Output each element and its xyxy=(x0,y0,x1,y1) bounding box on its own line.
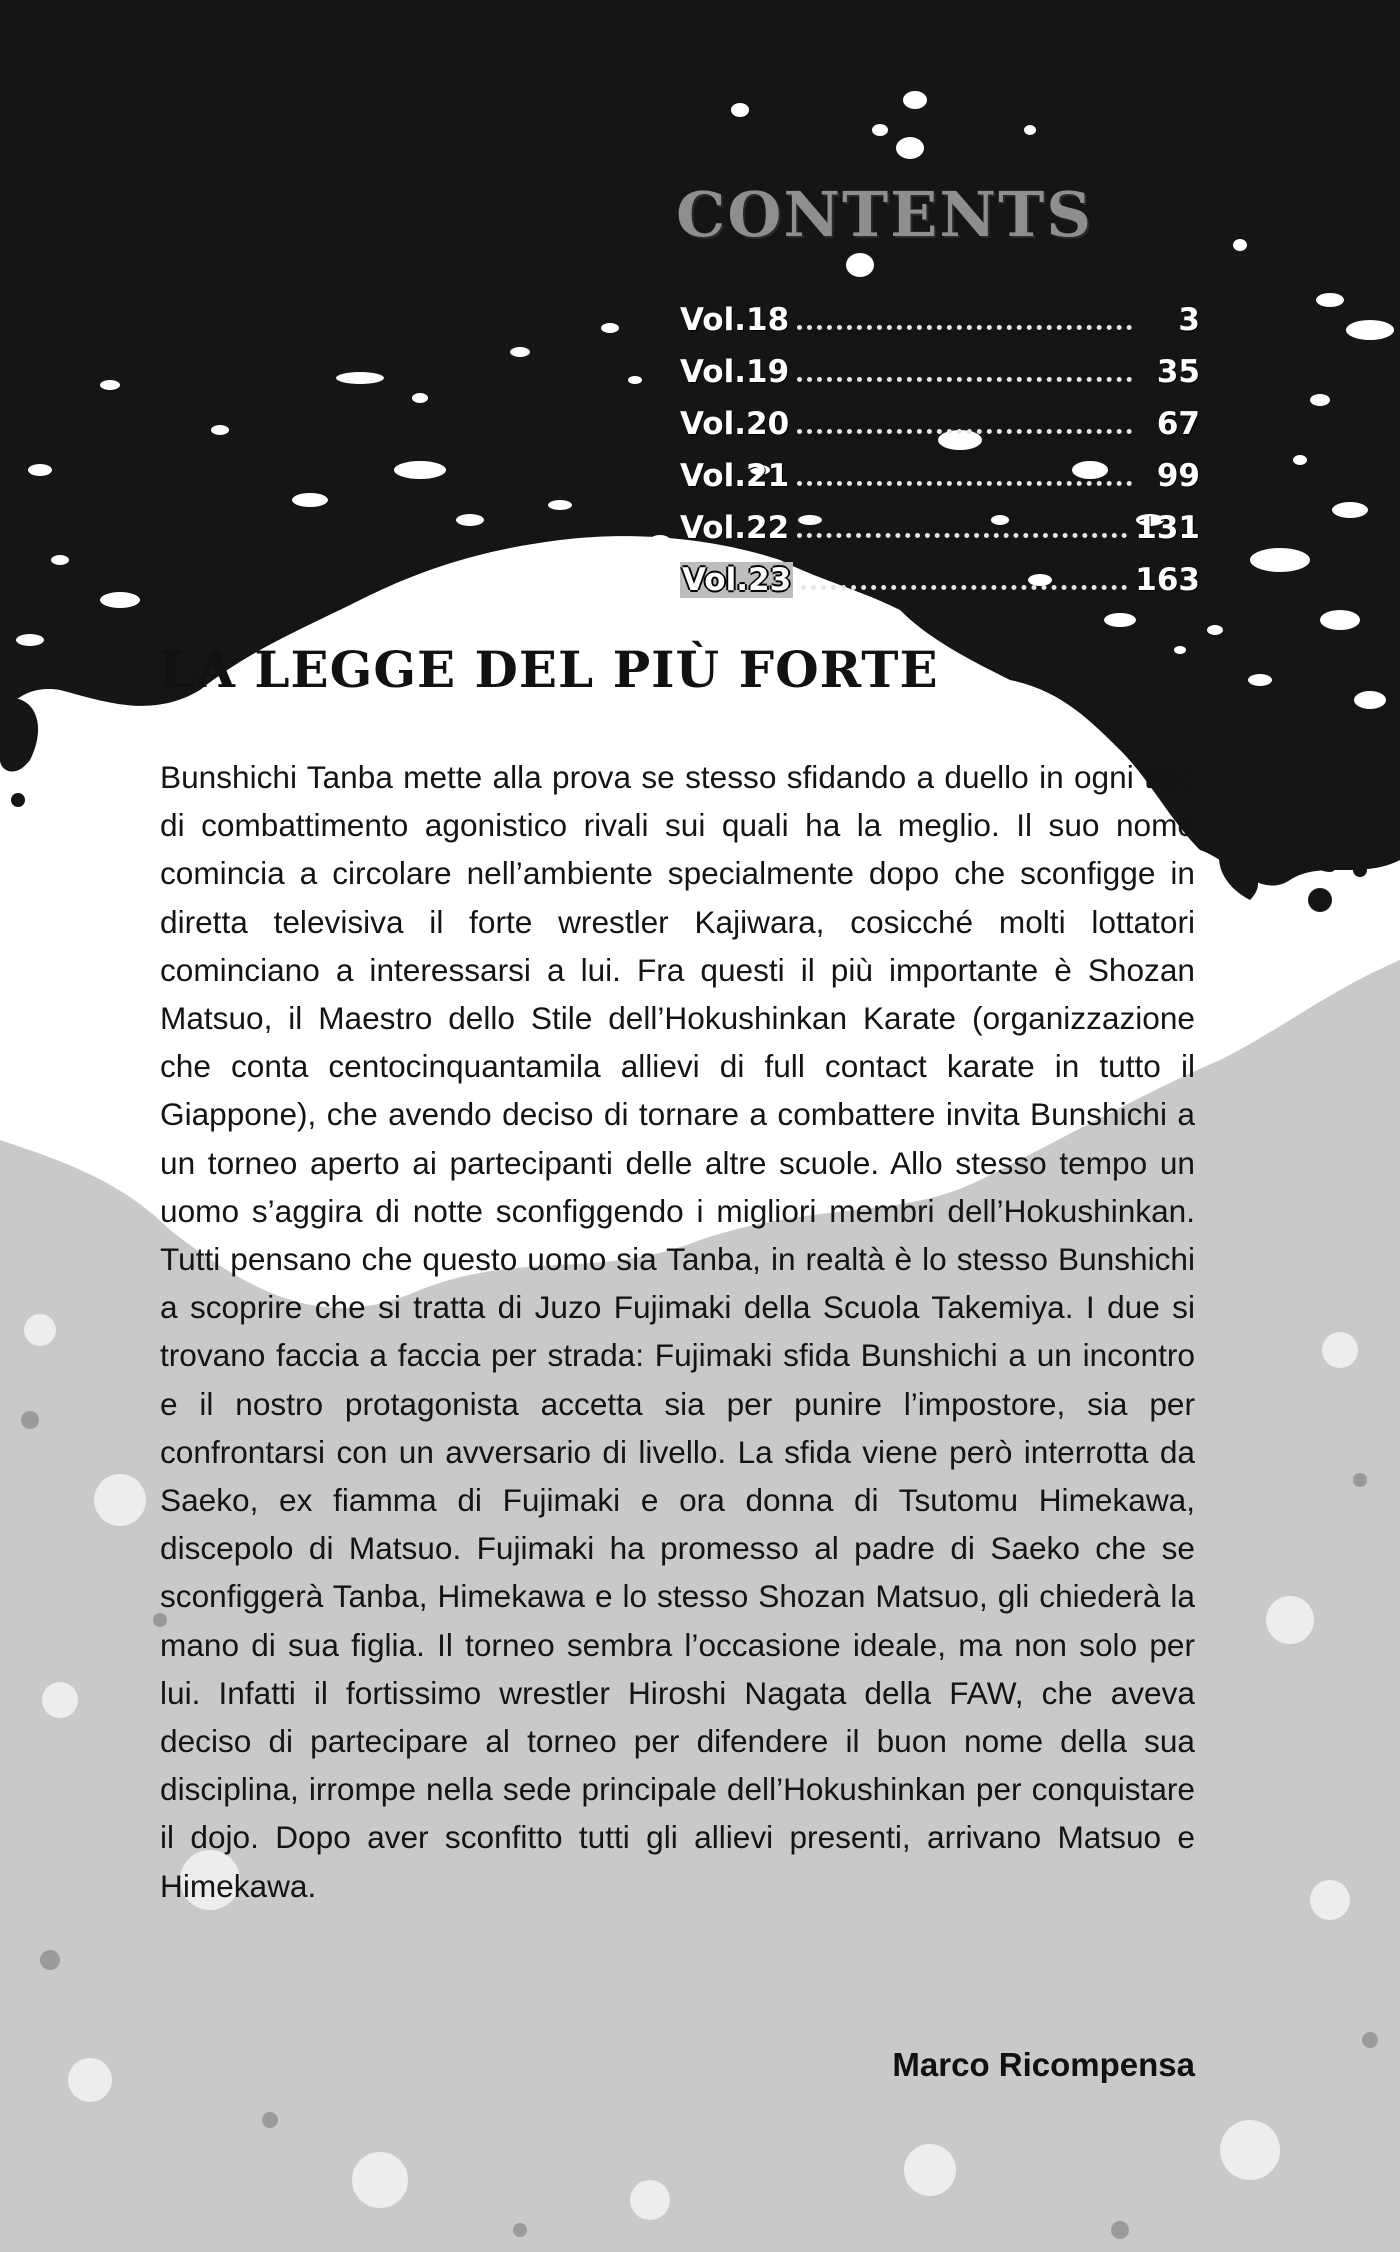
toc-entry[interactable] xyxy=(680,302,1200,354)
toc-leader-dots xyxy=(797,429,1132,434)
toc-leader-dots xyxy=(797,481,1132,486)
article-author: Marco Ricompensa xyxy=(892,2046,1195,2083)
article-title: LA LEGGE DEL PIÙ FORTE xyxy=(160,640,939,699)
contents-title: CONTENTS xyxy=(676,178,1094,251)
toc-leader-dots xyxy=(801,585,1127,590)
toc-volume: Vol.19 xyxy=(680,354,790,390)
toc-leader-dots xyxy=(797,533,1127,538)
toc-entry[interactable] xyxy=(680,406,1200,458)
toc-page-number: 163 xyxy=(1135,562,1200,598)
toc-page-number: 35 xyxy=(1156,354,1200,390)
toc-page-number: 99 xyxy=(1156,458,1200,494)
toc-page-number: 67 xyxy=(1156,406,1200,442)
toc-entry-current[interactable] xyxy=(680,562,1200,614)
article-body: Bunshichi Tanba mette alla prova se stesso sfidando a duello in ogni tipo di combattimento agonistico rivali sui quali ha la meglio. Il suo nome comincia a circolare nell’ambiente specialmente dopo che sconfigge in diretta televisiva il forte wrestler Kajiwara, cosicché molti lottatori cominciano a interessarsi a lui. Fra questi il più importante è Shozan Matsuo, il Maestro dello Stile dell’Hokushinkan Karate (organizzazione che conta centocinquantamila allievi di full contact karate in tutto il Giappone), che avendo deciso di tornare a combattere invita Bunshichi a un torneo aperto ai partecipanti delle altre scuole. Allo stesso tempo un uomo s’aggira di notte sconfiggendo i migliori membri dell’Hokushinkan. Tutti pensano che questo uomo sia Tanba, in realtà è lo stesso Bunshichi a scoprire che si tratta di Juzo Fujimaki della Scuola Takemiya. I due si trovano faccia a faccia per strada: Fujimaki sfida Bunshichi a un incontro e il nostro protagonista accetta sia per punire l’impostore, sia per confrontarsi con un avversario di livello. La sfida viene però interrotta da Saeko, ex fiamma di Fujimaki e ora donna di Tsutomu Himekawa, discepolo di Matsuo. Fujimaki ha promesso al padre di Saeko che se sconfiggerà Tanba, Himekawa e lo stesso Shozan Matsuo, gli chiederà la mano di sua figlia. Il torneo sembra l’occasione ideale, ma non solo per lui. Infatti il fortissimo wrestler Hiroshi Nagata della FAW, che aveva deciso di partecipare al torneo per difendere il buon nome della sua disciplina, irrompe nella sede principale dell’Hokushinkan per conquistare il dojo. Dopo aver sconfitto tutti gli allievi presenti, arrivano Matsuo e Himekawa. xyxy=(160,759,1195,1904)
toc-volume: Vol.23 xyxy=(682,562,792,598)
table-of-contents xyxy=(680,302,1200,614)
toc-page-number: 131 xyxy=(1135,510,1200,546)
toc-entry[interactable] xyxy=(680,354,1200,406)
toc-volume: Vol.18 xyxy=(680,302,790,338)
toc-entry[interactable] xyxy=(680,458,1200,510)
toc-entry[interactable] xyxy=(680,510,1200,562)
toc-volume: Vol.20 xyxy=(680,406,790,442)
toc-volume: Vol.22 xyxy=(680,510,790,546)
toc-leader-dots xyxy=(797,377,1132,382)
toc-volume: Vol.21 xyxy=(680,458,790,494)
toc-page-number: 3 xyxy=(1178,302,1200,338)
toc-leader-dots xyxy=(797,325,1132,330)
